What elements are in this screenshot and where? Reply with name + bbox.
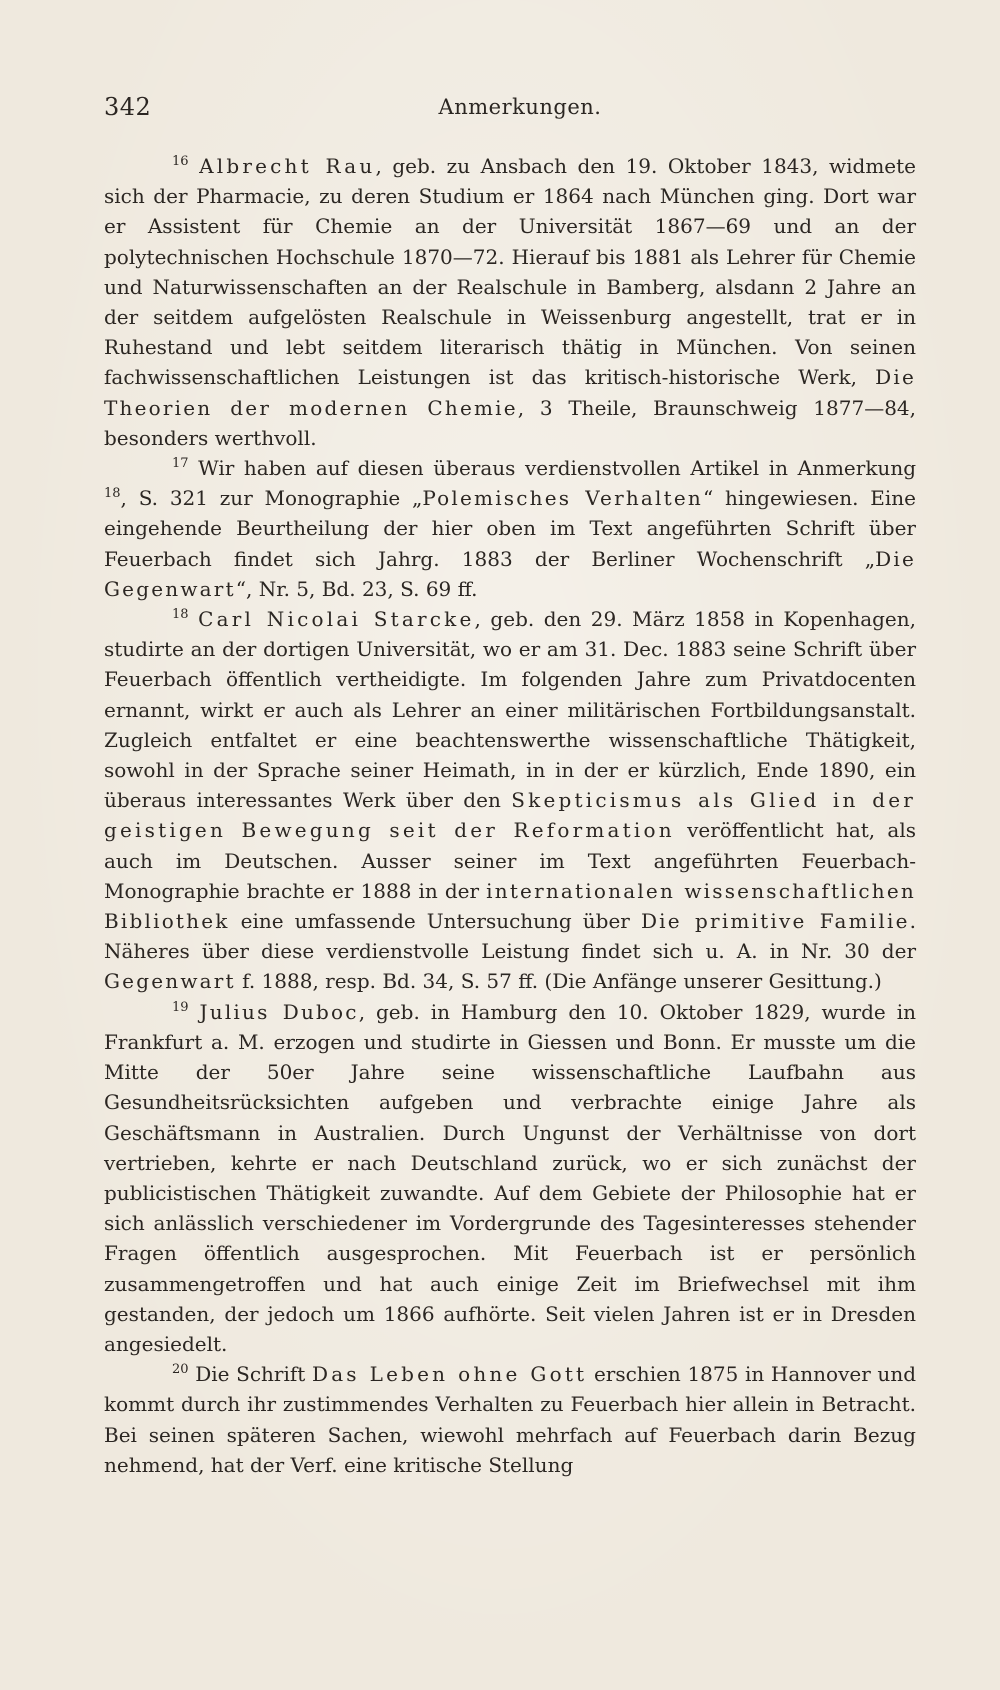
page-header <box>104 93 916 123</box>
note-text: , geb. den 29. März 1858 in Kopenhagen, studirte an der dortigen Universität, wo er am 31. Dec. 1883 seine Schrift über Feuerbach öffentlich vertheidigte. Im folgenden Jahre zum Privatdocenten ernannt, wirkt er auch als Lehrer an einer militärischen Fortbildungsanstalt. Zugleich entfaltet er eine beachtenswerthe wissenschaftliche Thätigkeit, sowohl in der Sprache seiner Heimath, in in der er kürzlich, Ende 1890, ein überaus interessantes Werk über den <box>104 607 917 813</box>
note-text: , S. 321 zur Monographie „ <box>120 486 423 511</box>
note-number: 20 <box>172 1362 189 1378</box>
note-number: 17 <box>172 456 189 472</box>
note-text: Die Schrift <box>195 1362 312 1387</box>
note-text: , 3 Theile, Braunschweig 1877—84, besonders werthvoll. <box>104 395 916 450</box>
note-text: eine umfassende Untersuchung über <box>229 909 641 934</box>
note-20 <box>104 1359 916 1480</box>
work-title: Polemisches Verhalten <box>422 486 703 511</box>
note-17 <box>104 453 916 604</box>
note-18 <box>104 604 916 997</box>
note-text: “, Nr. 5, Bd. 23, S. 69 ff. <box>235 576 478 601</box>
note-number: 19 <box>172 999 189 1015</box>
person-name: Julius Duboc <box>199 999 359 1024</box>
work-title: Die Gegenwart <box>104 546 916 601</box>
note-text: veröffentlicht hat, als auch im Deutschen. Ausser seiner im Text angeführten Feuerbach-Monographie brachte er 1888 in der <box>104 818 917 903</box>
note-text: “ hingewiesen. Eine eingehende Beurtheilung der hier oben im Text angeführten Schrift über Feuerbach findet sich Jahrg. 1883 der Berliner Wochenschrift „ <box>104 486 916 571</box>
work-title: Die primitive Familie <box>640 909 910 934</box>
person-name: Albrecht Rau <box>199 154 376 178</box>
work-title: Das Leben ohne Gott <box>311 1362 588 1387</box>
running-head: Anmerkungen. <box>438 95 602 119</box>
page-number: 342 <box>104 93 152 121</box>
note-text: , geb. zu Ansbach den 19. Oktober 1843, widmete sich der Pharmacie, zu deren Studium er 1864 nach München ging. Dort war er Assistent für Chemie an der Universität 1867—69 und an der polytechnischen Hochschule 1870—72. Hierauf bis 1881 als Lehrer für Chemie und Naturwissenschaften an der Realschule in Bamberg, alsdann 2 Jahre an der seitdem aufgelösten Realschule in Weissenburg angestellt, trat er in Ruhestand und lebt seitdem literarisch thätig in München. Von seinen fachwissenschaftlichen Leistungen ist das kritisch-historische Werk, <box>104 154 916 390</box>
note-text: erschien 1875 in Hannover und kommt durch ihr zustimmendes Verhalten zu Feuerbach hier allein in Betracht. Bei seinen späteren Sachen, wiewohl mehrfach auf Feuerbach darin Bezug nehmend, hat der Verf. eine kritische Stellung <box>104 1362 916 1477</box>
note-text: , geb. in Hamburg den 10. Oktober 1829, wurde in Frankfurt a. M. erzogen und studirte in Giessen und Bonn. Er musste um die Mitte der 50er Jahre seine wissenschaftliche Laufbahn aus Gesundheitsrücksichten aufgeben und verbrachte einige Jahre als Geschäftsmann in Australien. Durch Ungunst der Verhältnisse von dort vertrieben, kehrte er nach Deutschland zurück, wo er sich zunächst der publicistischen Thätigkeit zuwandte. Auf dem Gebiete der Philosophie hat er sich anlässlich verschiedener im Vordergrunde des Tagesinteresses stehender Fragen öffentlich ausgesprochen. Mit Feuerbach ist er persönlich zusammengetroffen und hat auch einige Zeit im Briefwechsel mit ihm gestanden, der jedoch um 1866 aufhörte. Seit vielen Jahren ist er in Dresden angesiedelt. <box>104 999 916 1356</box>
note-number: 16 <box>172 154 189 169</box>
person-name: Carl Nicolai Starcke <box>198 607 475 632</box>
note-text: . Näheres über diese verdienstvolle Leistung findet sich u. A. in Nr. 30 der <box>104 909 916 964</box>
work-title: internationalen wissenschaftlichen Bibliothek <box>104 878 916 934</box>
note-16 <box>104 151 916 453</box>
note-text: Wir haben auf diesen überaus verdienstvollen Artikel in Anmerkung <box>198 456 917 481</box>
work-title: Gegenwart <box>104 969 236 994</box>
work-title: Die Theorien der modernen Chemie <box>104 365 916 420</box>
note-text: f. 1888, resp. Bd. 34, S. 57 ff. (Die Anfänge unserer Gesittung.) <box>235 969 882 994</box>
work-title: Skepticismus als Glied in der geistigen Bewegung seit der Reformation <box>104 788 917 843</box>
notes-body <box>104 151 916 1480</box>
note-number: 18 <box>172 607 189 623</box>
reference-superscript: 18 <box>104 486 121 502</box>
note-19 <box>104 997 916 1359</box>
